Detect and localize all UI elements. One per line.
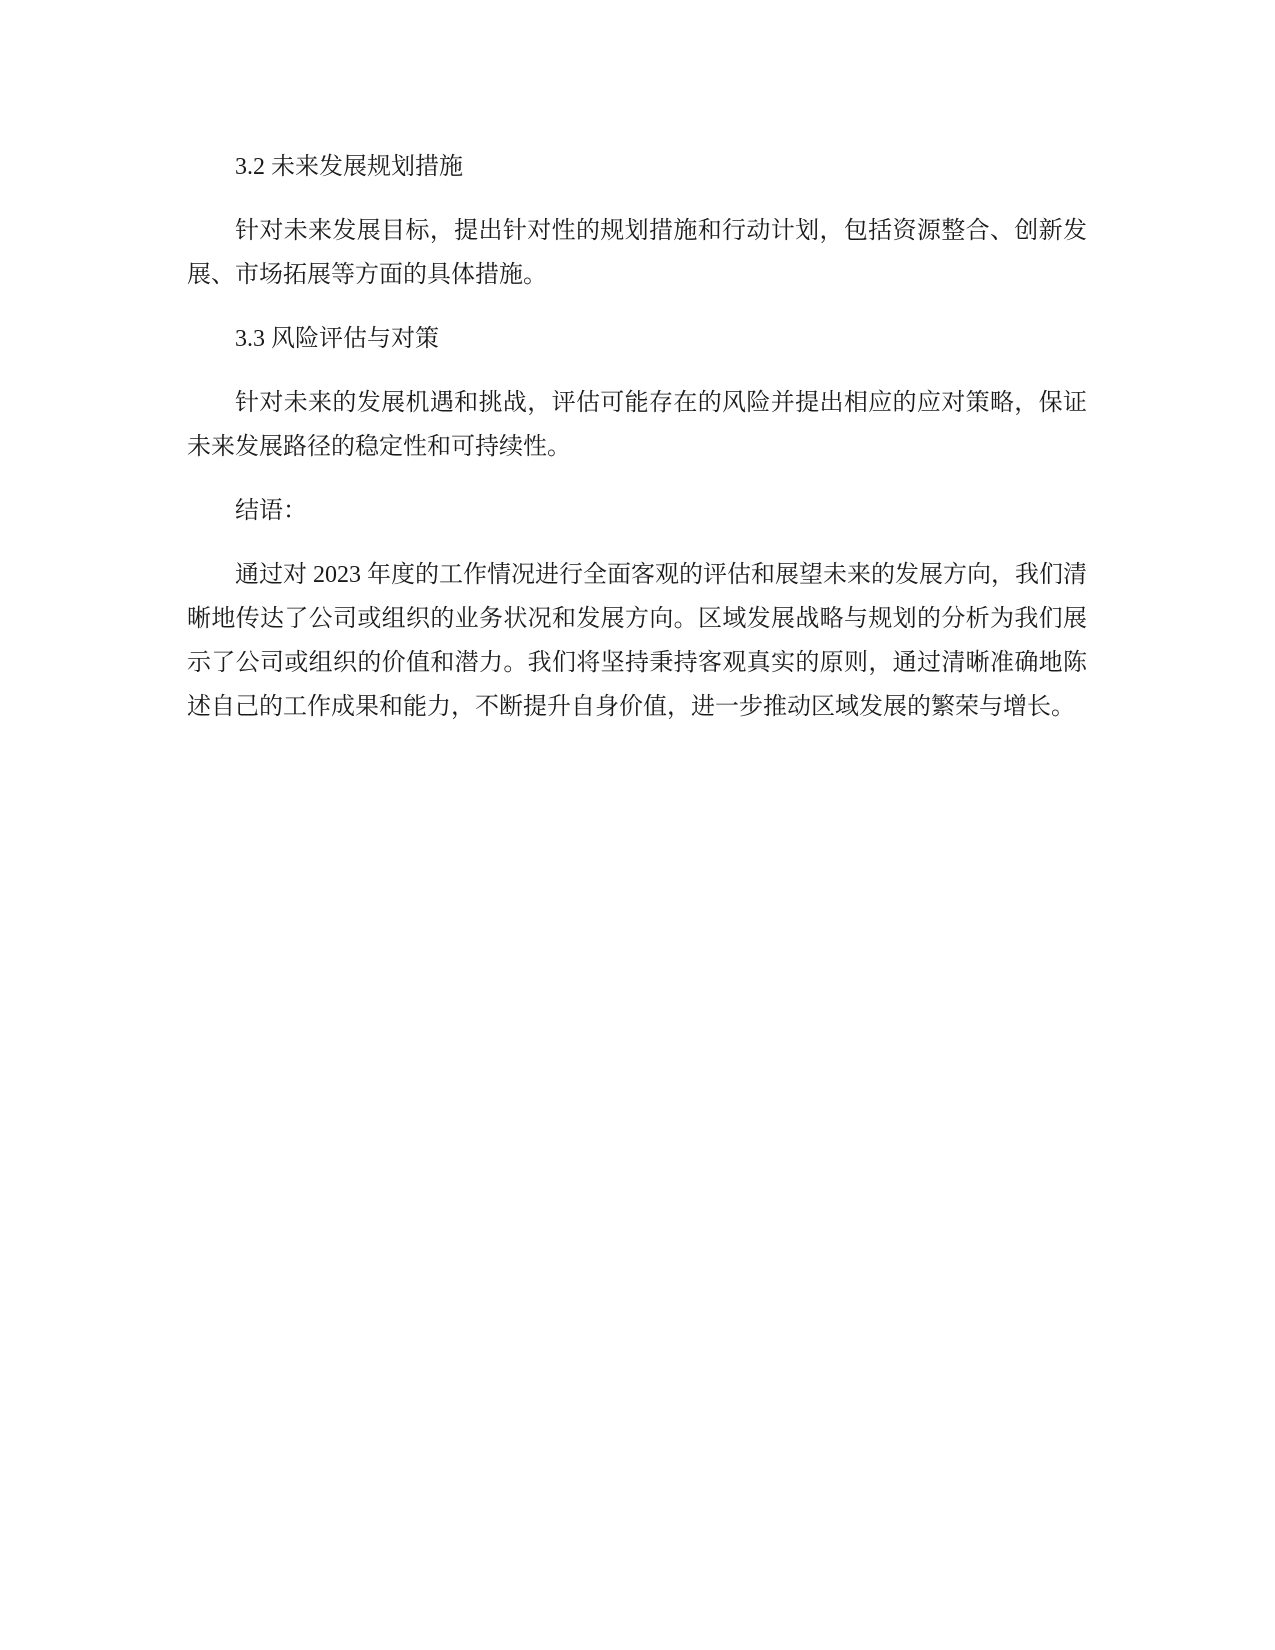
section-3-2-paragraph: 针对未来发展目标，提出针对性的规划措施和行动计划，包括资源整合、创新发展、市场拓展等方面的具体措施。 — [187, 218, 1087, 288]
section-3-3-heading: 3.3 风险评估与对策 — [235, 326, 439, 352]
conclusion-heading: 结语： — [235, 498, 307, 524]
section-3-2-heading: 3.2 未来发展规划措施 — [235, 154, 463, 180]
section-3-3-paragraph: 针对未来的发展机遇和挑战，评估可能存在的风险并提出相应的应对策略，保证未来发展路径的稳定性和可持续性。 — [187, 390, 1087, 460]
conclusion-paragraph: 通过对 2023 年度的工作情况进行全面客观的评估和展望未来的发展方向，我们清晰地传达了公司或组织的业务状况和发展方向。区域发展战略与规划的分析为我们展示了公司或组织的价值和潜力。我们将坚持秉持客观真实的原则，通过清晰准确地陈述自己的工作成果和能力，不断提升自身价值，进一步推动区域发展的繁荣与增长。 — [187, 562, 1087, 720]
document-content — [187, 145, 1087, 749]
